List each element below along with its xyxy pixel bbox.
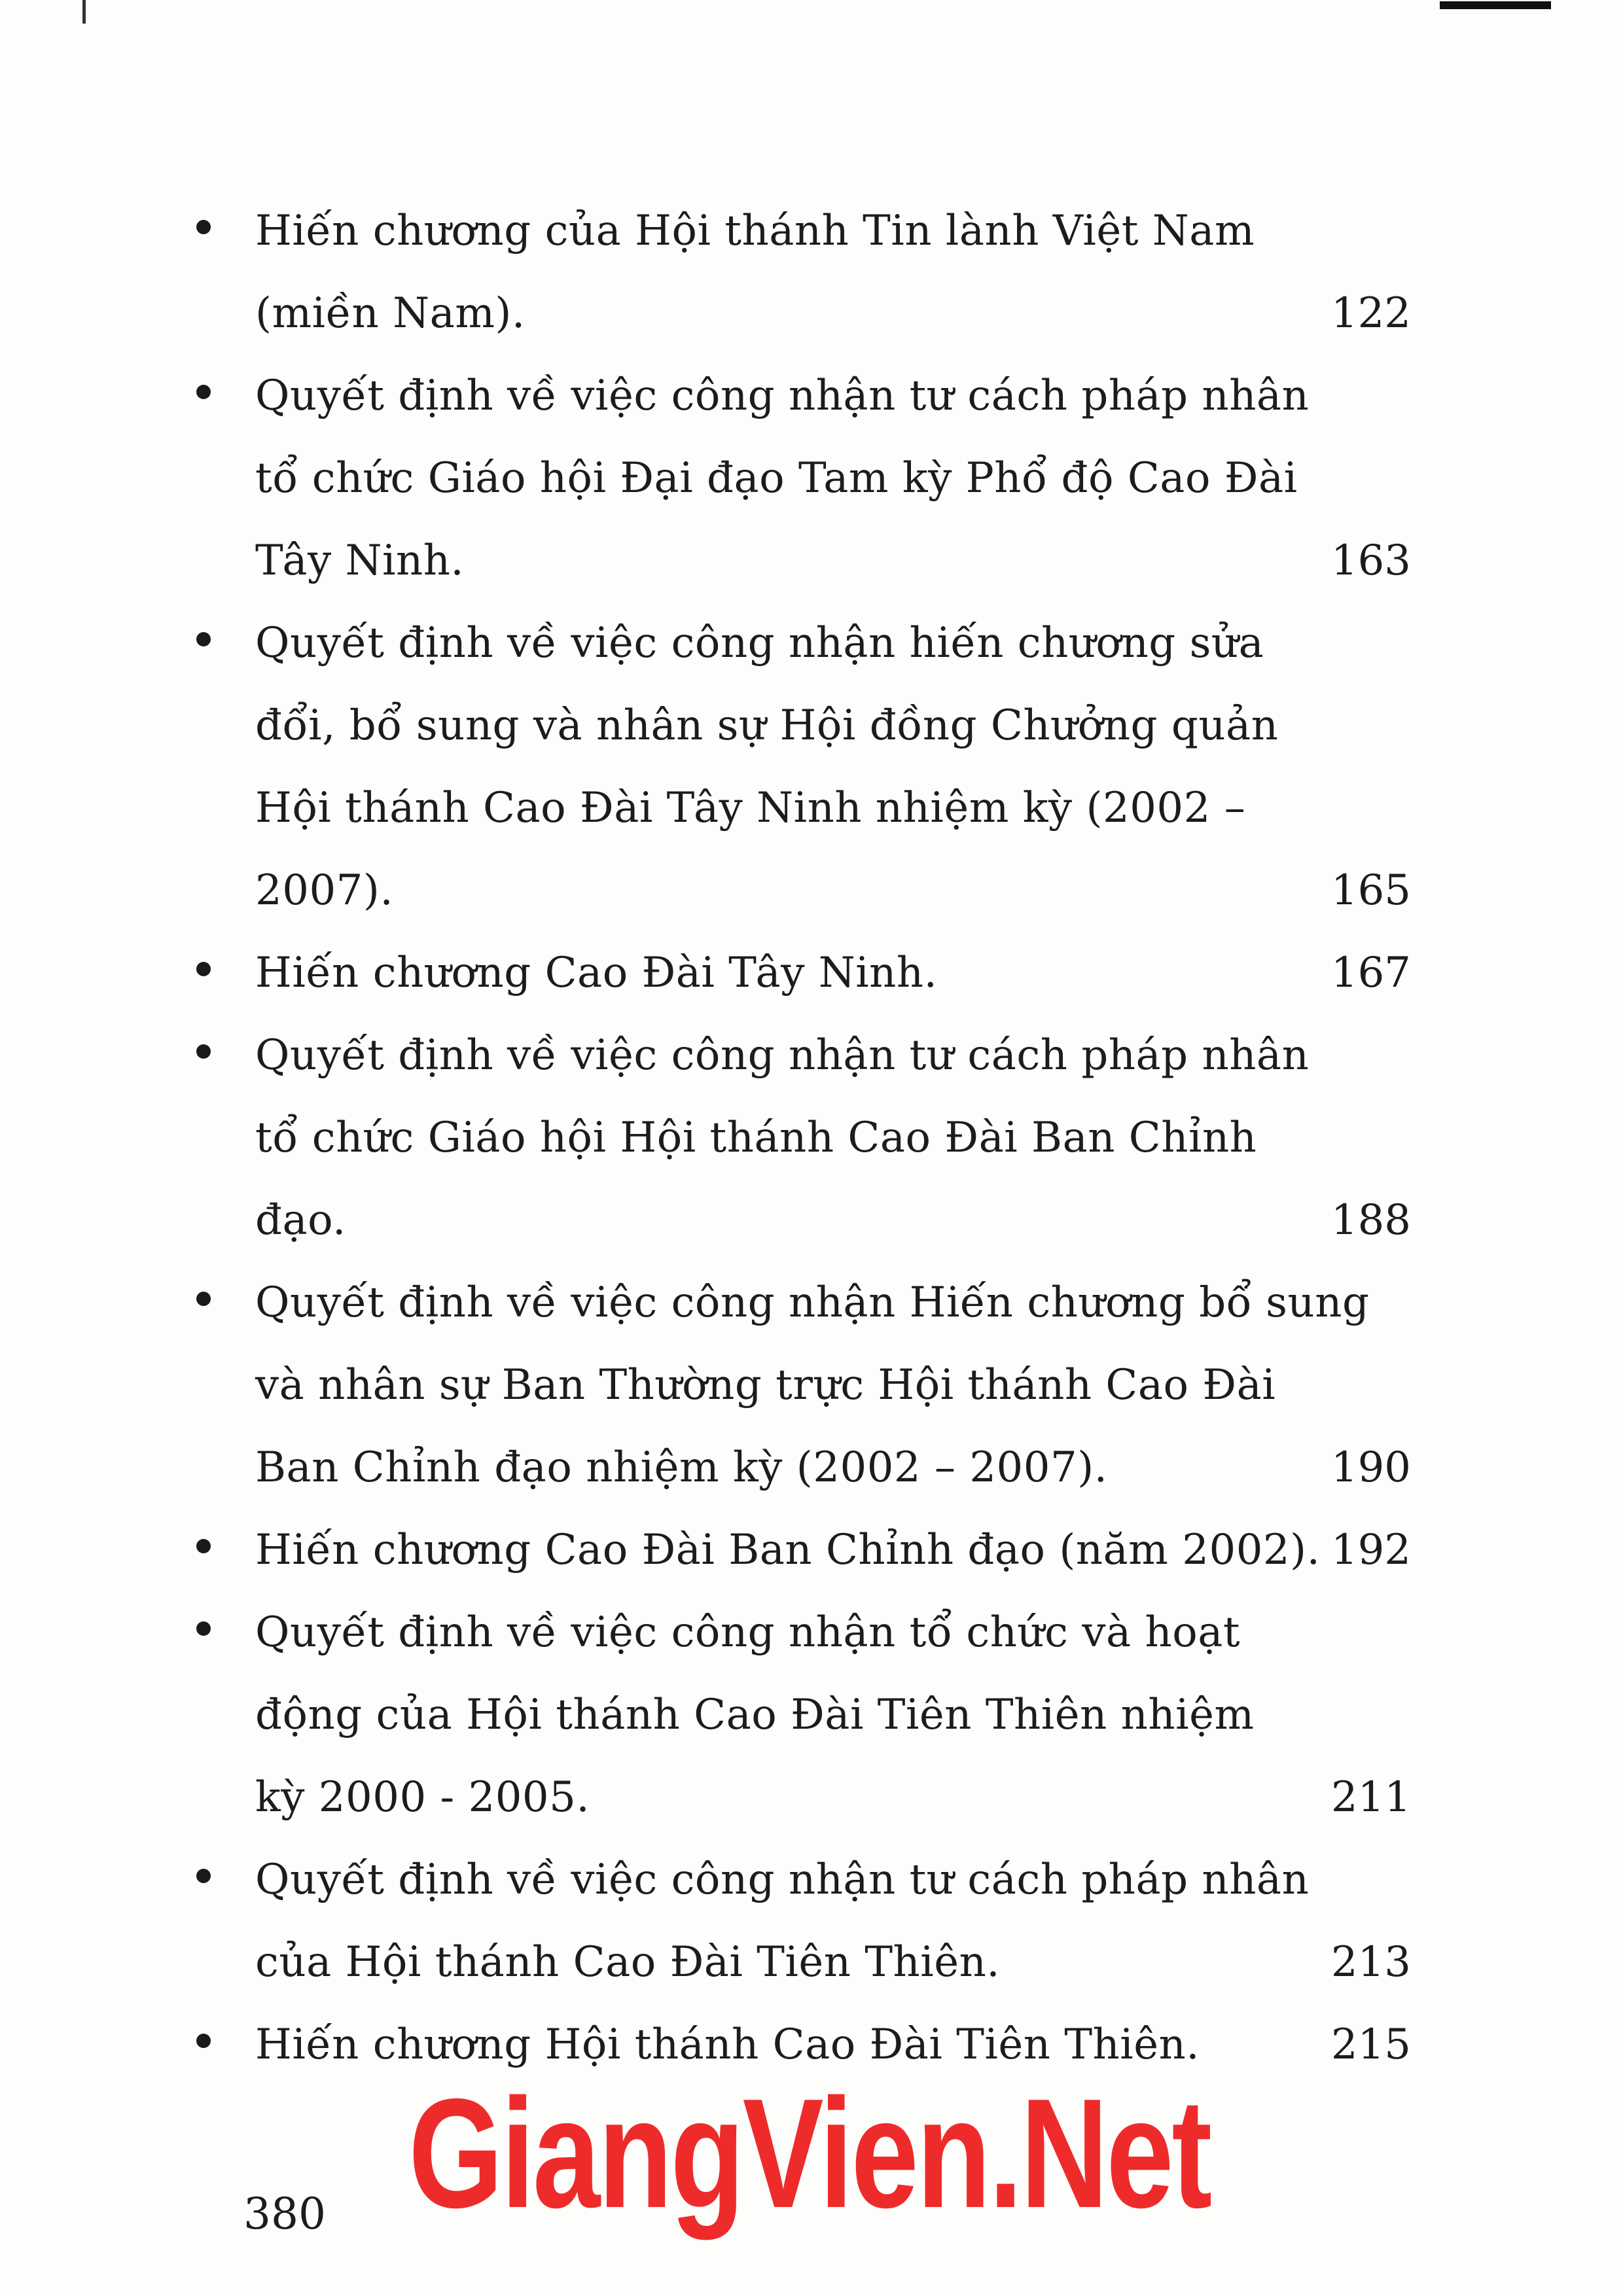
toc-entry-line: của Hội thánh Cao Đài Tiên Thiên.	[255, 1938, 1001, 1987]
toc-page-number: 163	[1330, 537, 1411, 585]
toc-entry-text	[255, 1839, 1310, 2004]
toc-entry-line: Ban Chỉnh đạo nhiệm kỳ (2002 – 2007).	[255, 1443, 1108, 1492]
toc-entry-line: Quyết định về việc công nhận Hiến chương bổ sung	[255, 1279, 1370, 1327]
toc-entry-text	[255, 190, 1255, 355]
scan-edge-mark-left	[82, 0, 86, 24]
toc-page-number: 122	[1330, 289, 1411, 338]
bullet-icon	[196, 632, 211, 646]
footer-page-number: 380	[243, 2189, 326, 2239]
toc-entry-line: đạo.	[255, 1196, 346, 1245]
toc-page-number: 213	[1330, 1938, 1411, 1987]
table-of-contents	[196, 190, 1440, 2086]
toc-entry-line: và nhân sự Ban Thường trực Hội thánh Cao Đài	[255, 1361, 1276, 1409]
toc-entry-line: Hiến chương Cao Đài Tây Ninh.	[255, 949, 938, 997]
toc-entry-text	[255, 1591, 1255, 1839]
toc-entry	[196, 1509, 1440, 1591]
toc-entry-text	[255, 602, 1279, 932]
bullet-icon	[196, 220, 211, 234]
toc-entry	[196, 355, 1440, 602]
toc-entry-line: Quyết định về việc công nhận tổ chức và hoạt	[255, 1608, 1241, 1657]
bullet-icon	[196, 1539, 211, 1553]
toc-entry	[196, 1262, 1440, 1509]
toc-entry-line: đổi, bổ sung và nhân sự Hội đồng Chưởng quản	[255, 701, 1279, 750]
toc-entry	[196, 1839, 1440, 2004]
toc-entry-line: Hội thánh Cao Đài Tây Ninh nhiệm kỳ (2002 –	[255, 784, 1246, 832]
toc-page-number: 167	[1330, 949, 1411, 997]
bullet-icon	[196, 1044, 211, 1059]
toc-entry-line: tổ chức Giáo hội Đại đạo Tam kỳ Phổ độ Cao Đài	[255, 454, 1298, 503]
toc-entry-line: 2007).	[255, 866, 394, 915]
toc-page-number: 190	[1330, 1443, 1411, 1492]
toc-page-number: 192	[1330, 1526, 1411, 1574]
toc-page-number: 188	[1330, 1196, 1411, 1245]
toc-entry-line: Quyết định về việc công nhận hiến chương sửa	[255, 619, 1264, 667]
toc-entry	[196, 602, 1440, 932]
toc-entry-text	[255, 1509, 1321, 1591]
bullet-icon	[196, 1621, 211, 1636]
toc-entry-text	[255, 1014, 1310, 1262]
toc-entry	[196, 190, 1440, 355]
bullet-icon	[196, 2034, 211, 2048]
toc-entry-line: Hiến chương Hội thánh Cao Đài Tiên Thiên.	[255, 2021, 1200, 2069]
bullet-icon	[196, 385, 211, 399]
toc-entry-line: Hiến chương Cao Đài Ban Chỉnh đạo (năm 2002).	[255, 1526, 1321, 1574]
toc-entry-line: Tây Ninh.	[255, 537, 465, 585]
toc-page-number: 165	[1330, 866, 1411, 915]
toc-page-number: 211	[1330, 1773, 1411, 1822]
toc-entry-line: tổ chức Giáo hội Hội thánh Cao Đài Ban Chỉnh	[255, 1114, 1257, 1162]
toc-entry-text	[255, 1262, 1370, 1509]
toc-entry-line: kỳ 2000 - 2005.	[255, 1773, 590, 1822]
toc-entry-line: động của Hội thánh Cao Đài Tiên Thiên nhiệm	[255, 1691, 1255, 1739]
scan-edge-mark-right	[1440, 1, 1551, 9]
toc-entry-text	[255, 932, 1250, 1014]
bullet-icon	[196, 1869, 211, 1883]
toc-entry	[196, 932, 1440, 1014]
toc-page-number: 215	[1330, 2021, 1411, 2069]
toc-entry	[196, 1014, 1440, 1262]
toc-entry-line: (miền Nam).	[255, 289, 526, 338]
toc-entry-text	[255, 355, 1310, 602]
toc-entry-line: Quyết định về việc công nhận tư cách pháp nhân	[255, 372, 1310, 420]
toc-entry	[196, 1591, 1440, 1839]
toc-entry-line: Quyết định về việc công nhận tư cách pháp nhân	[255, 1031, 1310, 1080]
bullet-icon	[196, 1292, 211, 1306]
bullet-icon	[196, 962, 211, 976]
watermark-logo: GiangVien.Net	[408, 2067, 1211, 2240]
toc-entry-line: Quyết định về việc công nhận tư cách pháp nhân	[255, 1856, 1310, 1904]
toc-entry-line: Hiến chương của Hội thánh Tin lành Việt Nam	[255, 207, 1255, 255]
